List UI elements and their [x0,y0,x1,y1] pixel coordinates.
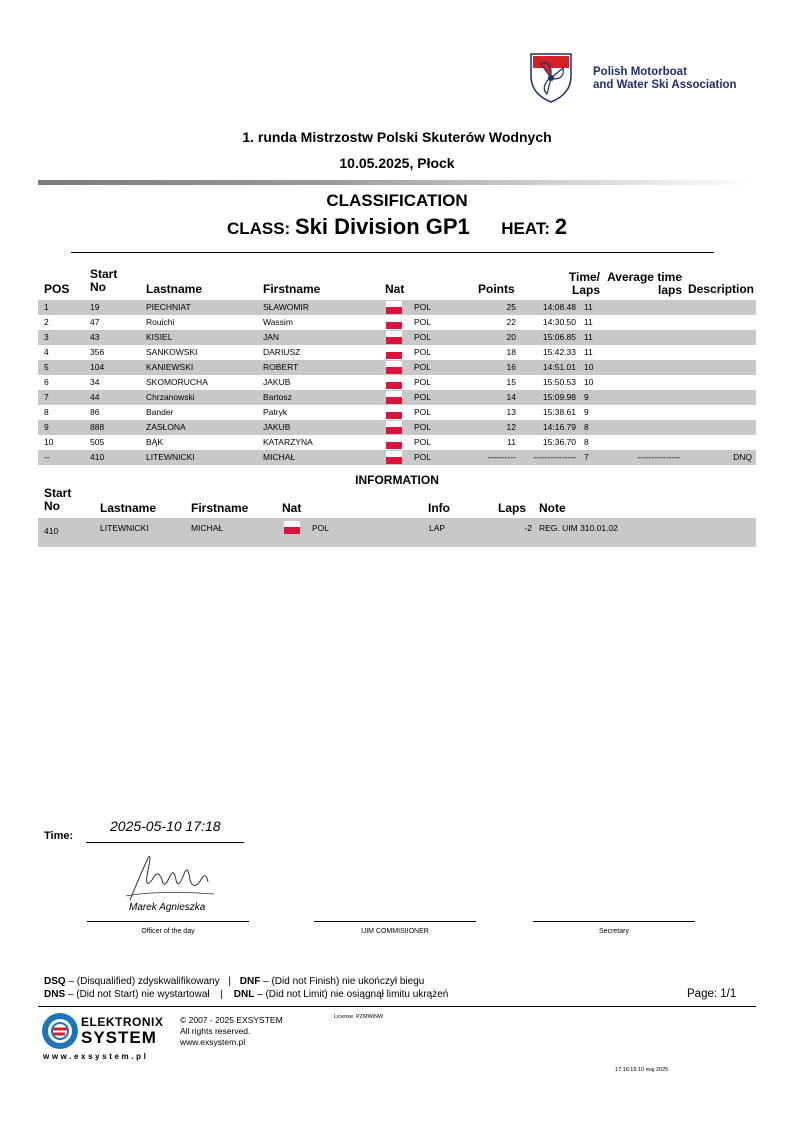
cell-time: --------------- [533,452,576,462]
cell-laps: 9 [584,407,589,417]
info-col-firstname: Firstname [191,501,249,515]
cell-pos: 2 [44,317,49,327]
legend-line-1 [44,976,424,987]
cell-laps: 11 [584,317,593,327]
cell-firstname: SŁAWOMIR [263,302,309,312]
secretary-sign-line [533,921,695,922]
cell-time: 14:08.48 [542,302,576,312]
cell-pos: 6 [44,377,49,387]
cell-lastname: PIECHNIAT [146,302,191,312]
info-no: 410 [44,526,59,536]
flag-pl-icon [386,391,402,404]
col-average-line1: Average time [607,270,682,284]
cell-firstname: MICHAŁ [263,452,296,462]
cell-lastname: BĄK [146,437,164,447]
header-divider [38,180,756,185]
cell-nat: POL [414,362,432,372]
cell-firstname: ROBERT [263,362,299,372]
table-row [38,450,756,465]
cell-nat: POL [414,452,432,462]
cell-start-no: 104 [90,362,105,372]
cell-laps: 10 [584,377,594,387]
info-col-lastname: Lastname [100,501,157,515]
col-start-no-line1: Start [90,267,118,281]
col-time-line1: Time/ [568,270,600,284]
info-nat: POL [312,523,330,533]
flag-pl-icon [386,421,402,434]
table-row [38,345,756,360]
secretary-caption: Secretary [599,928,629,935]
table-row [38,375,756,390]
info-col-start-line2: No [44,499,60,513]
cell-start-no: 86 [90,407,100,417]
dsq-code: DSQ [44,976,66,987]
info-col-start-no [44,487,71,513]
cell-nat: POL [414,317,432,327]
dns-text: – (Did not Start) nie wystartował [65,989,210,1000]
flag-pl-icon [386,301,402,314]
col-time-line2: Laps [571,283,600,297]
cell-lastname: ZASŁONA [146,422,186,432]
col-start-no-line2: No [90,280,106,294]
col-time-laps [540,271,600,297]
cell-lastname: Bander [146,407,174,417]
class-value: Ski Division GP1 [294,214,470,239]
copyright-block [180,1015,283,1048]
info-info: LAP [429,523,446,533]
cell-time: 15:06.85 [542,332,576,342]
cell-pos: 3 [44,332,49,342]
cell-nat: POL [414,392,432,402]
legend-sep: | [220,989,224,1000]
flag-pl-icon [284,521,300,534]
officer-caption: Officer of the day [141,928,195,935]
table-row [38,300,756,315]
signature-icon [118,850,218,905]
cell-firstname: DARIUSZ [263,347,301,357]
cell-laps: 11 [584,332,593,342]
cell-nat: POL [414,347,432,357]
signer-name: Marek Agnieszka [129,902,206,913]
cell-start-no: 44 [90,392,100,402]
cell-laps: 11 [584,302,593,312]
uim-sign-line [314,921,476,922]
info-laps: -2 [524,523,532,533]
table-row [38,435,756,450]
exsystem-logo-icon [41,1012,79,1050]
cell-start-no: 47 [90,317,100,327]
cell-points: 22 [506,317,516,327]
time-value: 2025-05-10 17:18 [110,818,221,834]
info-col-laps: Laps [498,501,527,515]
cell-points: 13 [506,407,516,417]
legend-line-2 [44,989,448,1000]
cell-pos: 8 [44,407,49,417]
cell-pos: 7 [44,392,49,402]
cell-time: 15:36.70 [542,437,576,447]
time-label: Time: [44,830,74,842]
brand-line1: ELEKTRONIX [81,1015,164,1029]
event-title: 1. runda Mistrzostw Polski Skuterów Wodnych [242,129,552,145]
class-label: CLASS: [226,219,291,238]
dnf-text: – (Did not Finish) nie ukończył biegu [260,976,425,987]
dnf-code: DNF [239,976,261,987]
col-firstname: Firstname [263,282,321,296]
cell-points: 16 [506,362,516,372]
cell-lastname: Chrzanowski [146,392,195,402]
cell-time: 15:50.53 [542,377,576,387]
dnl-code: DNL [233,989,255,1000]
class-heat-line [0,214,794,240]
rights: All rights reserved. [180,1026,251,1036]
cell-pos: 5 [44,362,49,372]
cell-nat: POL [414,377,432,387]
cell-points: 11 [507,437,516,447]
info-note: REG. UIM 310.01.02 [539,523,618,533]
page-number: Page: 1/1 [687,988,737,1000]
information-row [38,518,756,547]
info-col-note: Note [539,501,566,515]
cell-pos: -- [44,452,50,462]
cell-lastname: KISIEL [146,332,173,342]
cell-points: 15 [506,377,516,387]
info-lastname: LITEWNICKI [100,523,149,533]
info-col-start-line1: Start [44,486,72,500]
cell-time: 15:09.98 [542,392,576,402]
org-name [593,66,737,92]
cell-start-no: 410 [90,452,105,462]
footer-rule [38,1006,756,1007]
cell-time: 14:51.01 [542,362,576,372]
federation-logo [527,48,575,104]
info-firstname: MICHAŁ [191,523,224,533]
cell-laps: 10 [584,362,594,372]
exsystem-web: www.exsystem.pl [43,1052,149,1061]
cell-laps: 9 [584,392,589,402]
cell-start-no: 888 [90,422,105,432]
cell-pos: 1 [44,302,49,312]
time-underline [86,842,244,843]
cell-start-no: 356 [90,347,105,357]
cell-firstname: KATARZYNA [263,437,313,447]
cell-lastname: SANKOWSKI [146,347,198,357]
info-col-info: Info [428,501,450,515]
cell-firstname: Patryk [263,407,288,417]
cell-nat: POL [414,422,432,432]
cell-nat: POL [414,437,432,447]
info-col-nat: Nat [282,501,302,515]
site-link[interactable]: www.exsystem.pl [180,1037,246,1047]
heat-label: HEAT: [501,219,551,238]
flag-pl-icon [386,406,402,419]
table-row [38,420,756,435]
cell-firstname: JAN [263,332,280,342]
cell-firstname: Wassim [263,317,293,327]
cell-nat: POL [414,332,432,342]
report-heading: CLASSIFICATION [326,191,468,210]
col-nat: Nat [385,282,405,296]
col-average [600,271,682,297]
col-start-no [90,268,117,294]
brand-line2: SYSTEM [81,1028,157,1047]
table-row [38,390,756,405]
cell-points: 25 [506,302,516,312]
cell-laps: 8 [584,437,589,447]
col-pos: POS [44,282,70,296]
event-date-place: 10.05.2025, Płock [339,155,455,171]
cell-points: ---------- [487,452,516,462]
cell-lastname: LITEWNICKI [146,452,195,462]
cell-start-no: 19 [90,302,100,312]
cell-time: 15:42.33 [542,347,576,357]
cell-pos: 4 [44,347,49,357]
cell-start-no: 34 [90,377,100,387]
cell-firstname: JAKUB [263,377,291,387]
cell-pos: 9 [44,422,49,432]
cell-points: 12 [506,422,516,432]
cell-lastname: KANIEWSKI [146,362,194,372]
table-row [38,360,756,375]
col-lastname: Lastname [146,282,203,296]
cell-average: --------------- [637,452,680,462]
cell-laps: 8 [584,422,589,432]
uim-caption: UIM COMMISIIONER [361,928,429,935]
org-name-line2: and Water Ski Association [593,79,737,91]
dsq-text: – (Disqualified) zdyskwalifikowany [65,976,220,987]
flag-pl-icon [386,361,402,374]
cell-points: 14 [506,392,516,402]
cell-start-no: 43 [90,332,100,342]
cell-time: 15:38.61 [542,407,576,417]
cell-nat: POL [414,407,432,417]
cell-time: 14:16.79 [542,422,576,432]
heading-rule [71,252,714,253]
information-title: INFORMATION [355,473,439,487]
cell-nat: POL [414,302,432,312]
print-timestamp: 17:16:19 10 maj 2025 [615,1067,669,1073]
col-points: Points [478,282,515,296]
table-row [38,315,756,330]
exsystem-brand [81,1015,163,1045]
org-name-line1: Polish Motorboat [593,66,687,78]
dns-code: DNS [44,989,66,1000]
cell-lastname: Rouichi [146,317,175,327]
cell-laps: 7 [584,452,589,462]
license: License: PZMWiNW [334,1014,384,1020]
col-average-line2: laps [657,283,682,297]
cell-lastname: SKOMORUCHA [146,377,208,387]
copyright: © 2007 - 2025 EXSYSTEM [180,1015,283,1025]
cell-points: 20 [506,332,516,342]
col-description: Description [688,282,755,296]
flag-pl-icon [386,331,402,344]
dnl-text: – (Did not Limit) nie osiągnął limitu ukrążeń [254,989,449,1000]
cell-start-no: 505 [90,437,105,447]
officer-sign-line [87,921,249,922]
cell-laps: 11 [584,347,593,357]
heat-value: 2 [554,214,568,239]
legend-sep: | [228,976,232,987]
flag-pl-icon [386,316,402,329]
table-row [38,330,756,345]
cell-pos: 10 [44,437,54,447]
cell-firstname: JAKUB [263,422,291,432]
cell-firstname: Bartosz [263,392,292,402]
cell-time: 14:30.50 [542,317,576,327]
flag-pl-icon [386,346,402,359]
propeller-shield-icon [527,48,575,104]
flag-pl-icon [386,376,402,389]
table-row [38,405,756,420]
flag-pl-icon [386,436,402,449]
flag-pl-icon [386,451,402,464]
cell-points: 18 [506,347,516,357]
cell-description: DNQ [733,452,752,462]
